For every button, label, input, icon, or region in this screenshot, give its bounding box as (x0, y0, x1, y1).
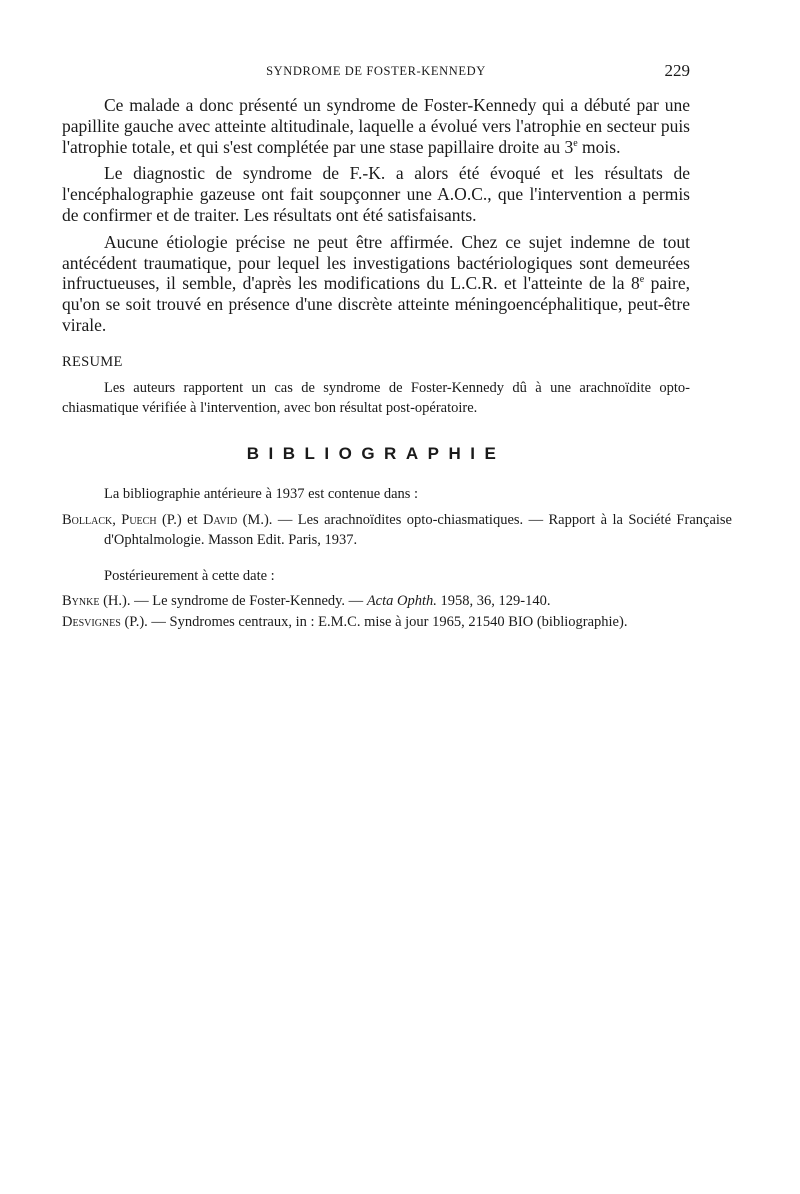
paragraph-2: Le diagnostic de syndrome de F.-K. a alors été évoqué et les résultats de l'encéphalographie gazeuse ont fait soupçonner une A.O.C., que l'intervention a permis de confirmer et de traiter. Les résultats ont été satisfaisants. (62, 163, 690, 225)
reference-bynke: Bynke (H.). — Le syndrome de Foster-Kennedy. — Acta Ophth. 1958, 36, 129-140. (62, 593, 551, 609)
reference-bollack: Bollack, Puech (P.) et David (M.). — Les arachnoïdites opto-chiasmatiques. — Rapport à la Société Française d'Ophtalmologie. Masson Edit. Paris, 1937. (62, 512, 732, 548)
running-head (62, 61, 690, 81)
running-title: SYNDROME DE FOSTER-KENNEDY (266, 64, 486, 78)
paragraph-3: Aucune étiologie précise ne peut être affirmée. Chez ce sujet indemne de tout antécédent traumatique, pour lequel les investigations bactériologiques sont demeurées infructueuses, il semble, d'après les modifications du L.C.R. et l'atteinte de la 8e paire, qu'on se soit trouvé en présence d'une discrète atteinte méningoencéphalitique, peut-être virale. (62, 231, 691, 335)
paragraph-1: Ce malade a donc présenté un syndrome de Foster-Kennedy qui a débuté par une papillite gauche avec atteinte altitudinale, laquelle a évolué vers l'atrophie en secteur puis l'atrophie totale, et qui s'est complétée par une stase papillaire droite au 3e mois. (62, 95, 690, 157)
body-text (62, 95, 690, 342)
resume-heading: RESUME (62, 354, 123, 370)
page-number: 229 (664, 61, 690, 80)
bibliography-intro-2: Postérieurement à cette date : (104, 568, 275, 584)
bibliography-heading: BIBLIOGRAPHIE (246, 444, 506, 463)
reference-desvignes: Desvignes (P.). — Syndromes centraux, in : E.M.C. mise à jour 1965, 21540 BIO (bibliographie). (62, 614, 628, 630)
resume-text: Les auteurs rapportent un cas de syndrome de Foster-Kennedy dû à une arachnoïdite opto-chiasmatique vérifiée à l'intervention, avec bon résultat post-opératoire. (62, 380, 690, 416)
bibliography-intro: La bibliographie antérieure à 1937 est contenue dans : (104, 486, 419, 502)
